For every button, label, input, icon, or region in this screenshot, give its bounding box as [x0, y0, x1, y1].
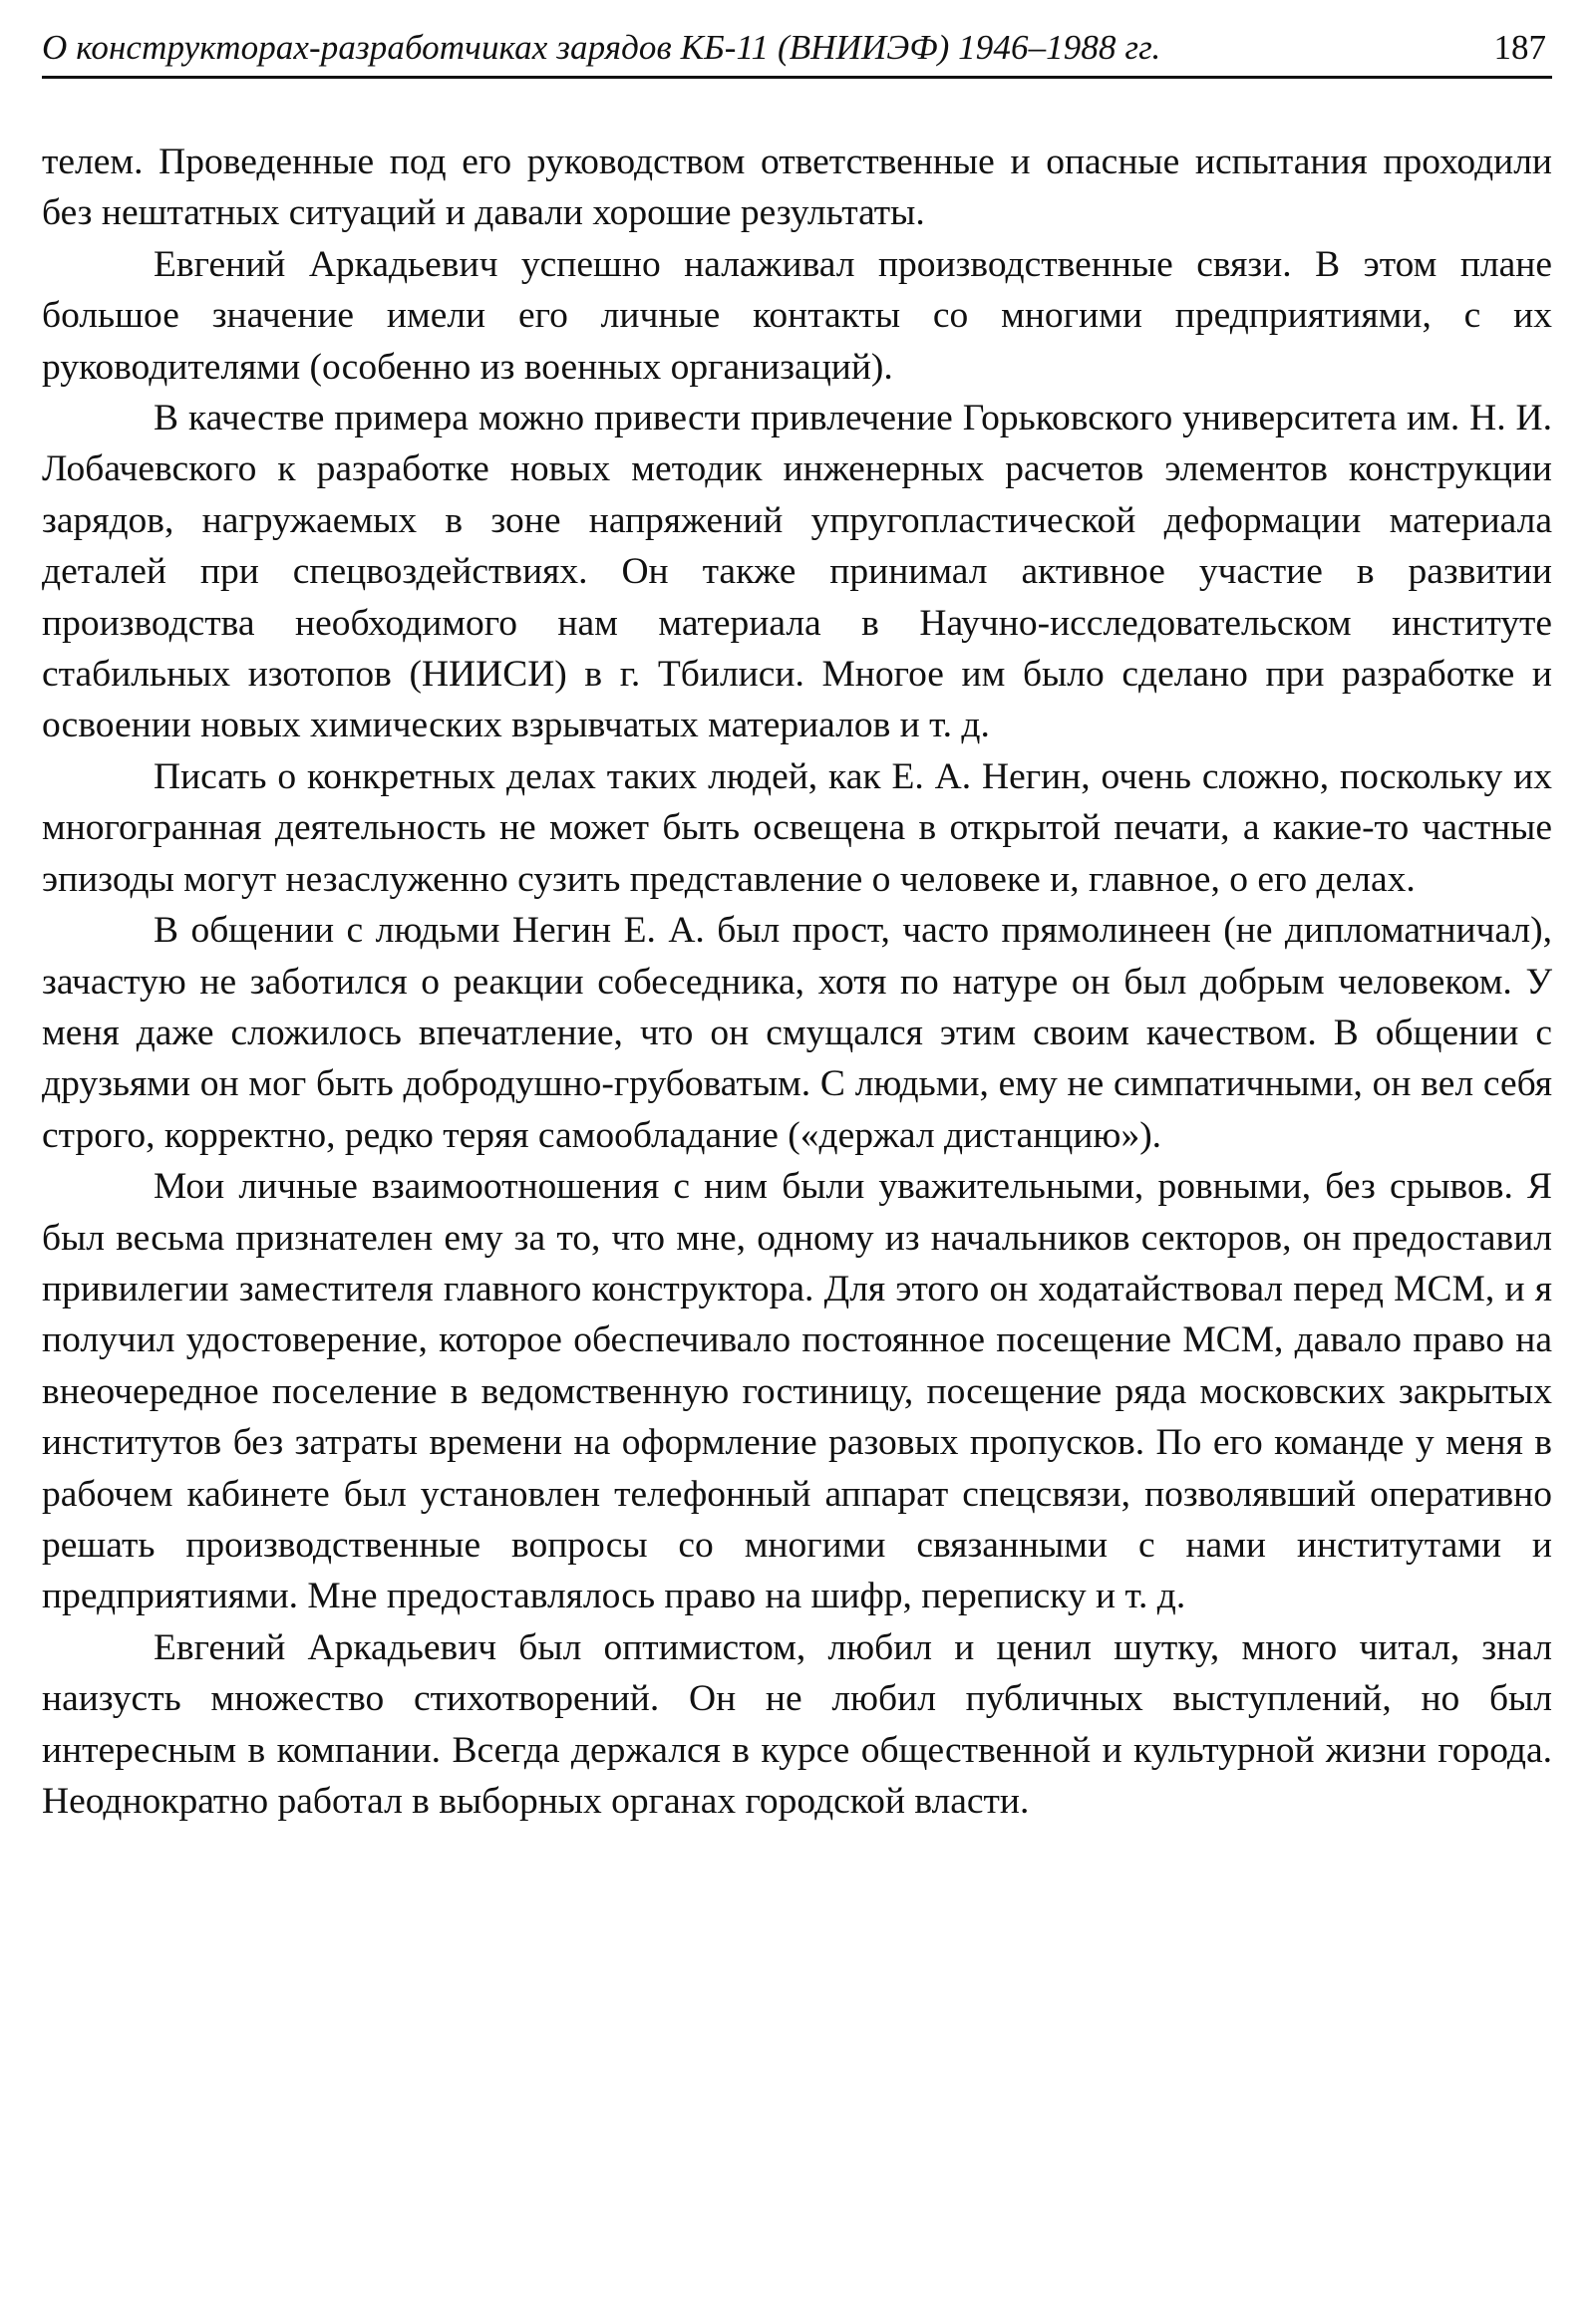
paragraph: Писать о конкретных делах таких людей, как Е. А. Негин, очень сложно, поскольку их многогранная деятельность не может быть освещена в открытой печати, а какие-то частные эпизоды могут незаслуженно сузить представление о человеке и, главное, о его делах.: [42, 755, 1552, 900]
paragraph-continuation: телем. Проведенные под его руководством ответственные и опасные испытания проходили без нештатных ситуаций и давали хорошие результаты.: [42, 142, 1552, 234]
running-title: О конструкторах‑разработчиках зарядов КБ-11 (ВНИИЭФ) 1946–1988 гг.: [42, 28, 1161, 67]
book-page: [42, 28, 1552, 1827]
paragraph: Мои личные взаимоотношения с ним были уважительными, ровными, без срывов. Я был весьма признателен ему за то, что мне, одному из начальников секторов, он предоставил привилегии заместителя главного конструктора. Для этого он ходатайствовал перед МСМ, и я получил удостоверение, которое обеспечивало постоянное посещение МСМ, давало право на внеочередное поселение в ведомственную гостиницу, посещение ряда московских закрытых институтов без затраты времени на оформление разовых пропусков. По его команде у меня в рабочем кабинете был установлен телефонный аппарат спецсвязи, позволявший оперативно решать производственные вопросы со многими связанными с нами институтами и предприятиями. Мне предоставлялось право на шифр, переписку и т. д.: [42, 1166, 1552, 1617]
paragraph: В общении с людьми Негин Е. А. был прост, часто прямолинеен (не дипломатничал), зачастую не заботился о реакции собеседника, хотя по натуре он был добрым человеком. У меня даже сложилось впечатление, что он смущался этим своим качеством. В общении с друзьями он мог быть добродушно-грубоватым. С людьми, ему не симпатичными, он вел себя строго, корректно, редко теряя самообладание («держал дистанцию»).: [42, 910, 1552, 1156]
body-text: [42, 137, 1552, 1827]
paragraph: Евгений Аркадьевич был оптимистом, любил и ценил шутку, много читал, знал наизусть множество стихотворений. Он не любил публичных выступлений, но был интересным в компании. Всегда держался в курсе общественной и культурной жизни города. Неоднократно работал в выборных органах городской власти.: [42, 1626, 1552, 1822]
paragraph: В качестве примера можно привести привлечение Горьковского университета им. Н. И. Лобачевского к разработке новых методик инженерных расчетов элементов конструкции зарядов, нагружаемых в зоне напряжений упругопластической деформации материала деталей при спецвоздействиях. Он также принимал активное участие в развитии производства необходимого нам материала в Научно-исследовательском институте стабильных изотопов (НИИСИ) в г. Тбилиси. Многое им было сделано при разработке и освоении новых химических взрывчатых материалов и т. д.: [42, 398, 1552, 746]
paragraph: Евгений Аркадьевич успешно налаживал производственные связи. В этом плане большое значение имели его личные контакты со многими предприятиями, с их руководителями (особенно из военных организаций).: [42, 243, 1552, 388]
running-header: [42, 28, 1552, 79]
page-number: 187: [1493, 28, 1546, 67]
